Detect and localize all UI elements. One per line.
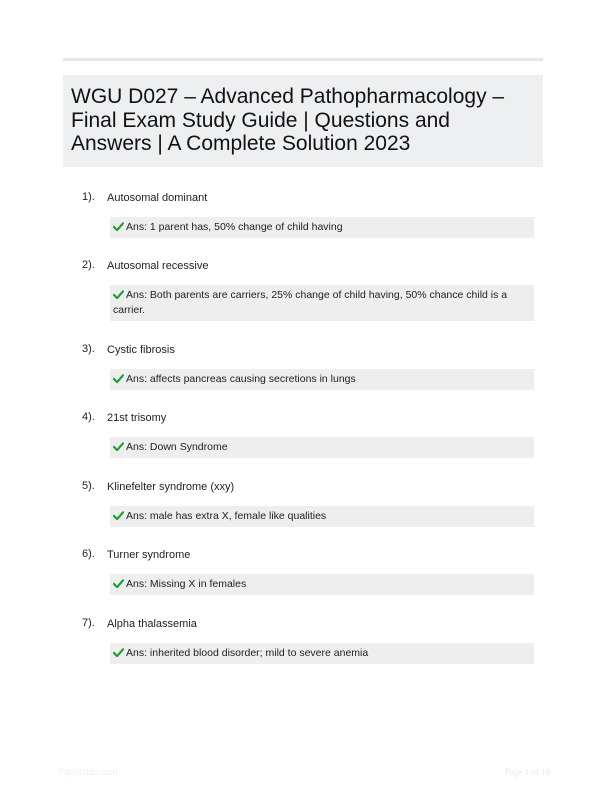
answer-box <box>110 285 534 321</box>
answer-box <box>110 574 534 595</box>
question-number: 6). <box>82 548 95 560</box>
checkmark-icon <box>113 290 124 299</box>
answer-box <box>110 643 534 664</box>
checkmark-icon <box>113 374 124 383</box>
checkmark-icon <box>113 222 124 231</box>
question-number: 2). <box>82 259 95 271</box>
checkmark-icon <box>113 442 124 451</box>
page-number: Page 1 of 19 <box>504 767 550 777</box>
footer-watermark: Papersbic.com <box>58 767 118 777</box>
question-text: Turner syndrome <box>107 549 191 561</box>
question-number: 1). <box>82 191 95 203</box>
top-divider <box>63 58 543 61</box>
question-text: Autosomal dominant <box>107 192 208 204</box>
checkmark-icon <box>113 579 124 588</box>
question-text: 21st trisomy <box>107 412 167 424</box>
answer-text: Ans: Both parents are carriers, 25% change of child having, 50% chance child is a carrier. <box>113 289 508 316</box>
question-number: 4). <box>82 411 95 423</box>
answer-text: Ans: 1 parent has, 50% change of child having <box>126 221 343 233</box>
checkmark-icon <box>113 648 124 657</box>
answer-text: Ans: affects pancreas causing secretions in lungs <box>126 373 356 385</box>
question-text: Autosomal recessive <box>107 260 209 272</box>
answer-box <box>110 217 534 238</box>
question-text: Alpha thalassemia <box>107 618 197 630</box>
question-text: Cystic fibrosis <box>107 344 175 356</box>
title-banner <box>63 75 543 167</box>
question-text: Klinefelter syndrome (xxy) <box>107 481 235 493</box>
answer-text: Ans: Missing X in females <box>126 578 247 590</box>
question-number: 3). <box>82 343 95 355</box>
answer-text: Ans: Down Syndrome <box>126 441 228 453</box>
answer-box <box>110 369 534 390</box>
answer-text: Ans: male has extra X, female like qualities <box>126 510 327 522</box>
document-title: WGU D027 – Advanced Pathopharmacology – Final Exam Study Guide | Questions and Answers | A Complete Solution 2023 <box>71 85 505 155</box>
checkmark-icon <box>113 511 124 520</box>
answer-box <box>110 437 534 458</box>
answer-box <box>110 506 534 527</box>
question-number: 7). <box>82 617 95 629</box>
answer-text: Ans: inherited blood disorder; mild to severe anemia <box>126 647 369 659</box>
question-number: 5). <box>82 480 95 492</box>
